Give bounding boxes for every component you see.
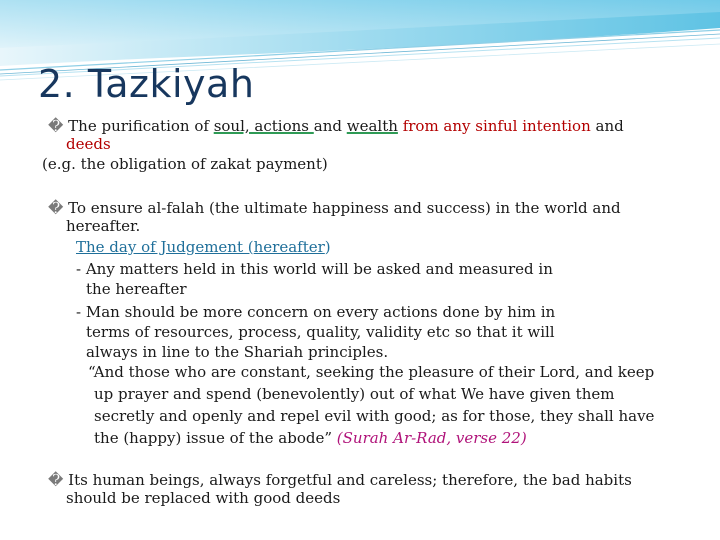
bullet-1-line-2: deeds [66, 135, 111, 153]
slide-title: 2. Tazkiyah [38, 62, 255, 106]
quote-line-4-text: the (happy) issue of the abode” [94, 429, 332, 447]
bullet-2-line-1 [48, 198, 621, 218]
sub-point-2-line-3: always in line to the Shariah principles. [86, 343, 389, 361]
judgement-heading-c: ) [324, 238, 331, 256]
bullet-1-text-a: The purification of [68, 117, 214, 135]
quote-line-4 [94, 428, 527, 448]
bullet-marker-icon: � [48, 199, 64, 217]
quote-line-2: up prayer and spend (benevolently) out of what We have given them [94, 385, 615, 403]
sub-point-2-line-1: - Man should be more concern on every actions done by him in [76, 303, 556, 321]
bullet-1-text-c: and [590, 117, 624, 135]
bullet-marker-icon: � [48, 471, 64, 489]
bullet-3-line-1 [48, 470, 632, 490]
bullet-2-text: To ensure al-falah (the ultimate happiness and success) in the world and [68, 199, 621, 217]
bullet-1-red-phrase: from any sinful intention [402, 117, 591, 135]
bullet-3-text: Its human beings, always forgetful and careless; therefore, the bad habits [68, 471, 632, 489]
quote-line-3: secretly and openly and repel evil with good; as for those, they shall have [94, 407, 655, 425]
judgement-heading [76, 237, 331, 257]
sub-point-2-line-2: terms of resources, process, quality, validity etc so that it will [86, 323, 555, 341]
judgement-heading-a: The day of Judgement ( [76, 238, 254, 256]
bullet-marker-icon: � [48, 117, 64, 135]
bullet-1-line-3: (e.g. the obligation of zakat payment) [42, 155, 328, 173]
quote-line-1: “And those who are constant, seeking the pleasure of their Lord, and keep [88, 363, 655, 381]
bullet-1-line-1 [48, 116, 624, 136]
bullet-1-link-wealth: wealth [346, 117, 398, 135]
sub-point-1-line-2: the hereafter [86, 280, 187, 298]
bullet-3-line-2: should be replaced with good deeds [66, 489, 341, 507]
quote-citation: (Surah Ar-Rad, verse 22) [336, 429, 527, 447]
sub-point-1-line-1: - Any matters held in this world will be asked and measured in [76, 260, 553, 278]
judgement-heading-b: hereafter [253, 238, 325, 256]
bullet-1-text-b: and [313, 117, 347, 135]
bullet-2-line-2: hereafter. [66, 217, 141, 235]
bullet-1-link-soul-actions: soul, actions [213, 117, 314, 135]
